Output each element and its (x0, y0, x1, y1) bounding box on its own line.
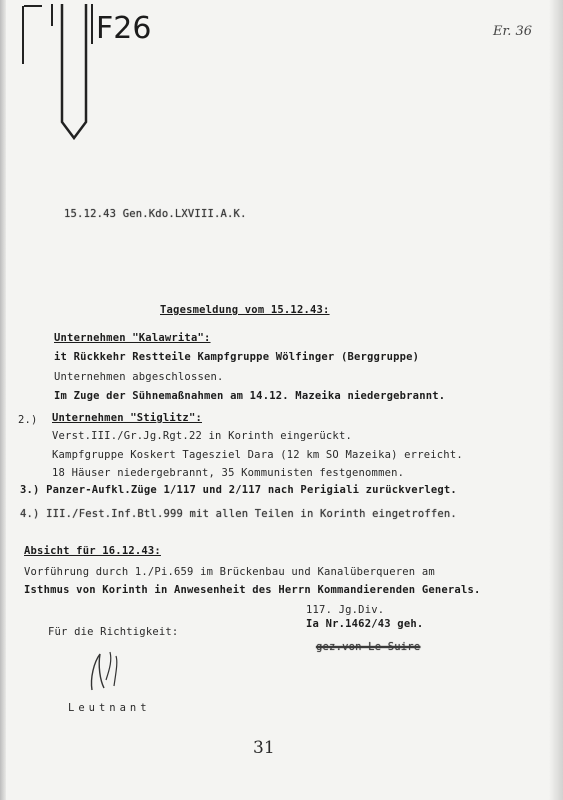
section1-line-1: it Rückkehr Restteile Kampfgruppe Wölfinger (Berggruppe) (54, 351, 420, 363)
section2-line-3: 18 Häuser niedergebrannt, 35 Kommunisten festgenommen. (52, 467, 405, 479)
division-line: 117. Jg.Div. (306, 604, 385, 616)
section2-line-2: Kampfgruppe Koskert Tagesziel Dara (12 km SO Mazeika) erreicht. (52, 449, 463, 461)
absicht-heading: Absicht für 16.12.43: (24, 545, 161, 557)
scan-shadow-right (549, 0, 563, 800)
reference-line: Ia Nr.1462/43 geh. (306, 618, 424, 630)
section1-line-3: Im Zuge der Sühnemaßnahmen am 14.12. Mazeika niedergebrannt. (54, 390, 446, 402)
page-number: 31 (253, 738, 275, 758)
section2-number: 2.) (18, 414, 38, 426)
item-4: 4.) III./Fest.Inf.Btl.999 mit allen Teilen in Korinth eingetroffen. (20, 508, 457, 520)
section1-line-2: Unternehmen abgeschlossen. (54, 371, 224, 383)
absicht-line-1: Vorführung durch 1./Pi.659 im Brückenbau und Kanalüberqueren am (24, 566, 435, 578)
rank-label: Leutnant (68, 702, 151, 714)
handwritten-signature (80, 650, 140, 704)
archive-note: Er. 36 (493, 24, 533, 39)
certification-label: Für die Richtigkeit: (48, 626, 179, 638)
stamp-number: F26 (96, 11, 152, 46)
item-3: 3.) Panzer-Aufkl.Züge 1/117 und 2/117 nach Perigiali zurückverlegt. (20, 484, 457, 496)
dateline: 15.12.43 Gen.Kdo.LXVIII.A.K. (64, 208, 247, 220)
report-title: Tagesmeldung vom 15.12.43: (160, 304, 330, 316)
absicht-line-2: Isthmus von Korinth in Anwesenheit des Herrn Kommandierenden Generals. (24, 584, 481, 596)
scan-shadow-left (0, 0, 6, 800)
section2-line-1: Verst.III./Gr.Jg.Rgt.22 in Korinth eingerückt. (52, 430, 352, 442)
section1-heading: Unternehmen "Kalawrita": (54, 332, 211, 344)
archive-stamp (18, 4, 168, 148)
signed-by-line: gez.von Le Suire (316, 641, 421, 653)
section2-heading: Unternehmen "Stiglitz": (52, 412, 202, 424)
